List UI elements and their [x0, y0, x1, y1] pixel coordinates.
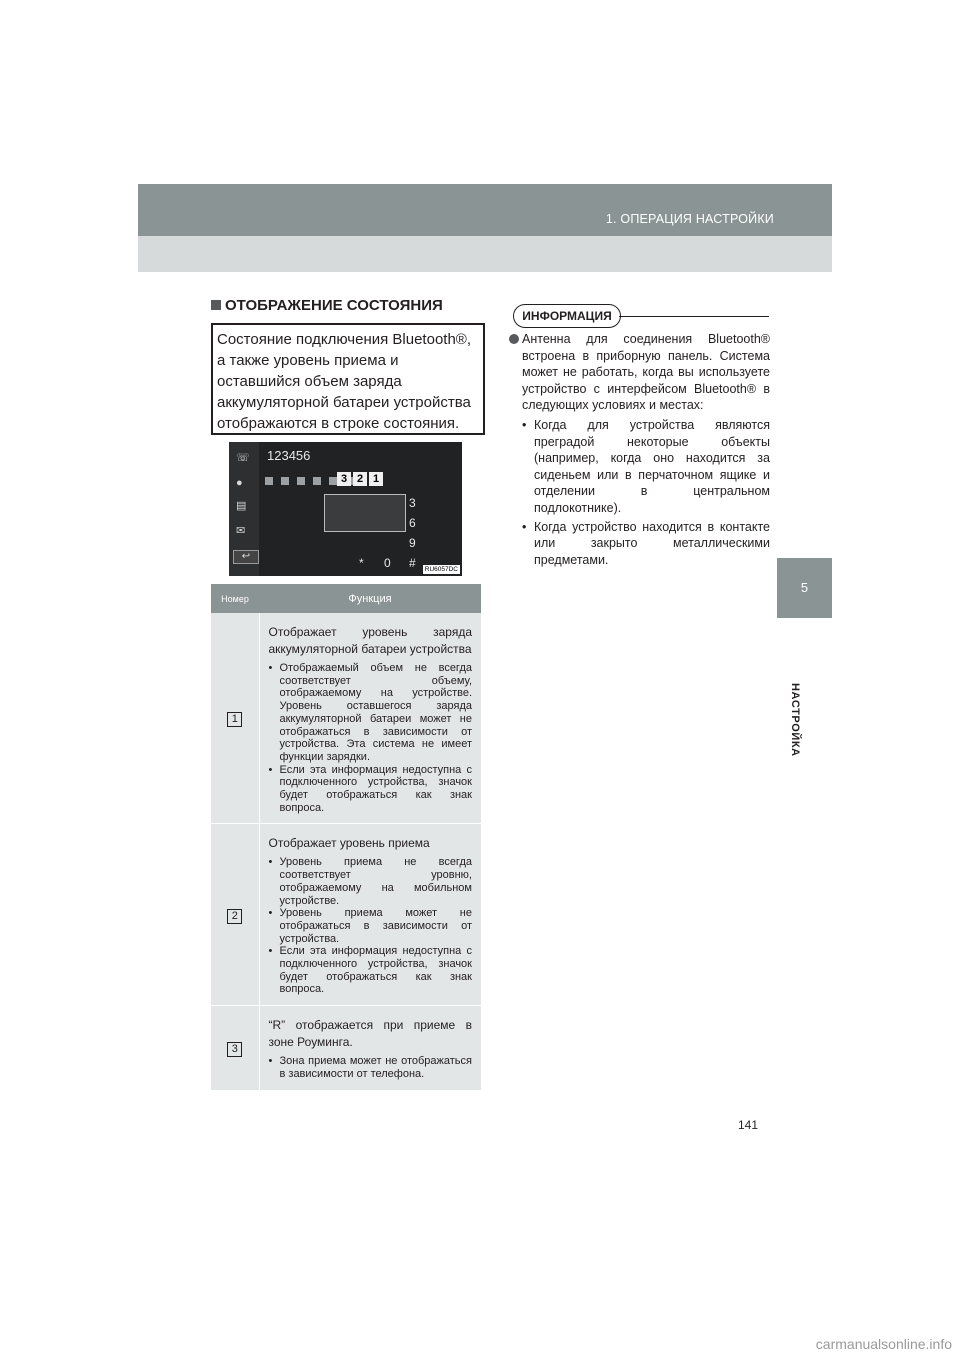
- key: 9: [409, 536, 416, 550]
- circle-bullet-icon: [509, 334, 519, 344]
- key: 3: [409, 496, 416, 510]
- message-icon: ✉: [236, 525, 246, 537]
- intro-line: Состояние подключения Bluetooth®,: [217, 331, 472, 348]
- section-title: ОТОБРАЖЕНИЕ СОСТОЯНИЯ: [211, 297, 443, 314]
- row-function-cell: [259, 1006, 481, 1090]
- intro-line: а также уровень приема и: [217, 352, 399, 369]
- row-function-cell: [259, 824, 481, 1006]
- chapter-side-label: НАСТРОЙКА: [789, 683, 801, 757]
- table-row: [211, 613, 481, 824]
- row-bullet: • Отображаемый объем не всегда соответствует объему, отображаемому на устройстве. Уровень оставшегося заряда аккумуляторной батареи может не отображаться в зависимости от устройства. Эта система не имеет функции зарядки.: [269, 662, 473, 764]
- illustration-code: RU6057DC: [424, 566, 458, 573]
- callout-label: 2: [353, 472, 367, 486]
- square-bullet-icon: [211, 300, 221, 310]
- row-number-cell: [211, 1006, 259, 1090]
- row-number: 1: [227, 712, 242, 727]
- row-bullet: • Если эта информация недоступна с подключенного устройства, значок будет отображаться как знак вопроса.: [269, 764, 473, 815]
- intro-box: [211, 323, 485, 435]
- status-zoom: [324, 494, 406, 532]
- back-icon: ↩: [233, 550, 259, 564]
- screen-illustration: [229, 442, 462, 576]
- info-text: Антенна для соединения Bluetooth® встроена в приборную панель. Система может не работать, когда вы используете устройство с интерфейсом Bluetooth® в следующих условиях и местах:: [522, 332, 770, 413]
- key: 6: [409, 516, 416, 530]
- row-bullet: • Уровень приема не всегда соответствует уровню, отображаемому на мобильном устройстве.: [269, 856, 473, 907]
- table-header-row: [211, 584, 481, 613]
- row-lead: “R” отображается при приеме в зоне Роуминга.: [268, 1018, 472, 1050]
- intro-line: аккумуляторной батареи устройства: [217, 394, 471, 411]
- row-bullet: • Уровень приема может не отображаться в зависимости от устройства.: [269, 907, 473, 945]
- dialed-number: 123456: [267, 448, 311, 463]
- row-number-cell: [211, 613, 259, 824]
- info-rule: [619, 316, 769, 317]
- col-number-header: Номер: [211, 584, 259, 613]
- key: *: [359, 556, 364, 570]
- row-number: 3: [227, 1042, 242, 1057]
- info-bullet: • Когда для устройства являются преградой некоторые объекты (например, когда оно находится за сиденьем или в перчаточном ящике и отделении в центральном подлокотнике).: [522, 417, 770, 517]
- chapter-title: 1. ОПЕРАЦИЯ НАСТРОЙКИ: [605, 212, 774, 226]
- row-function-cell: [259, 613, 481, 824]
- key: #: [409, 556, 416, 570]
- row-lead: Отображает уровень приема: [268, 836, 430, 851]
- callout-label: 1: [369, 472, 383, 486]
- chapter-tab-number: 5: [800, 580, 809, 595]
- info-heading: ИНФОРМАЦИЯ: [513, 304, 621, 328]
- callout-labels: [337, 469, 385, 487]
- row-lead: Отображает уровень заряда аккумуляторной батареи устройства: [268, 625, 472, 656]
- info-bullet: • Когда устройство находится в контакте или закрыто металлическими предметами.: [522, 519, 770, 569]
- header-bar: [138, 184, 832, 236]
- page-number: 141: [738, 1118, 759, 1132]
- col-function-header: Функция: [259, 584, 481, 613]
- table-row: [211, 1006, 481, 1090]
- key: 0: [384, 556, 391, 570]
- row-bullet: • Зона приема может не отображаться в зависимости от телефона.: [269, 1055, 473, 1080]
- info-body: [509, 331, 770, 570]
- contact-icon: ●: [236, 477, 243, 489]
- phone-icon: ☏: [236, 452, 250, 464]
- intro-line: отображаются в строке состояния.: [217, 415, 460, 432]
- history-icon: ▤: [236, 500, 247, 512]
- intro-line: оставшийся объем заряда: [217, 373, 402, 390]
- callout-label: 3: [337, 472, 351, 486]
- function-table: [211, 584, 481, 1091]
- header-subbar: [138, 236, 832, 272]
- row-number: 2: [227, 909, 242, 924]
- watermark: carmanualsonline.info: [815, 1336, 952, 1352]
- row-bullet: • Если эта информация недоступна с подключенного устройства, значок будет отображаться как знак вопроса.: [269, 945, 473, 996]
- table-row: [211, 824, 481, 1006]
- row-number-cell: [211, 824, 259, 1006]
- chapter-tab: [777, 558, 832, 618]
